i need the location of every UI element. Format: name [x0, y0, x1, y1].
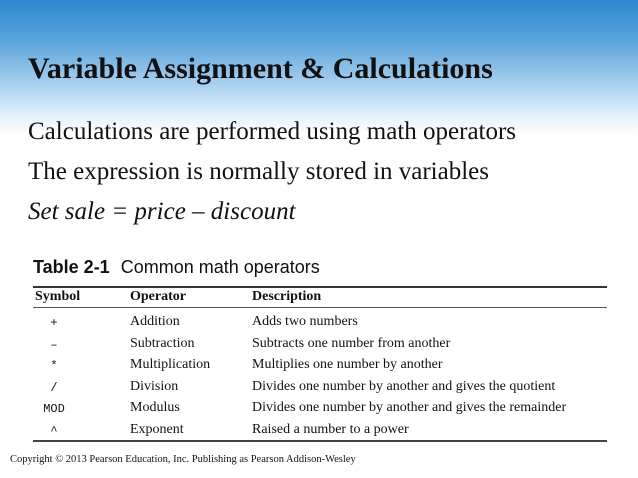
symbol-cell: MOD	[43, 402, 65, 416]
operator-cell: Multiplication	[130, 357, 211, 372]
operators-table	[33, 286, 607, 443]
table-bottom-rule	[33, 440, 607, 442]
description-cell: Multiplies one number by another	[252, 357, 443, 372]
description-cell: Divides one number by another and gives the remainder	[252, 400, 567, 415]
header-description: Description	[252, 289, 322, 304]
table-row	[33, 379, 607, 400]
table-row	[33, 314, 607, 335]
bullet-line-1: Calculations are performed using math operators	[28, 118, 517, 145]
header-symbol: Symbol	[35, 289, 81, 304]
symbol-cell: ^	[50, 424, 58, 438]
slide-title: Variable Assignment & Calculations	[28, 52, 493, 85]
table-row	[33, 400, 607, 421]
bullet-line-2: The expression is normally stored in variables	[28, 158, 489, 185]
table-caption	[33, 257, 320, 278]
operator-cell: Division	[130, 379, 179, 394]
operator-cell: Addition	[130, 314, 180, 329]
header-operator: Operator	[130, 289, 186, 304]
symbol-cell: –	[50, 338, 58, 352]
table-header-rule	[33, 307, 607, 308]
symbol-cell: /	[50, 381, 58, 395]
description-cell: Raised a number to a power	[252, 422, 409, 437]
table-row	[33, 357, 607, 378]
table-caption-text: Common math operators	[120, 257, 320, 277]
operator-cell: Exponent	[130, 422, 184, 437]
copyright-footer: Copyright © 2013 Pearson Education, Inc. Publishing as Pearson Addison-Wesley	[10, 454, 356, 465]
operator-cell: Modulus	[130, 400, 180, 415]
symbol-cell: +	[50, 316, 58, 330]
table-caption-number: Table 2-1	[33, 257, 110, 277]
table-row	[33, 336, 607, 357]
description-cell: Subtracts one number from another	[252, 336, 451, 351]
symbol-cell: *	[50, 359, 58, 373]
description-cell: Divides one number by another and gives the quotient	[252, 379, 556, 394]
table-top-rule	[33, 286, 607, 288]
pseudocode-line: Set sale = price – discount	[28, 198, 296, 225]
description-cell: Adds two numbers	[252, 314, 358, 329]
operator-cell: Subtraction	[130, 336, 195, 351]
